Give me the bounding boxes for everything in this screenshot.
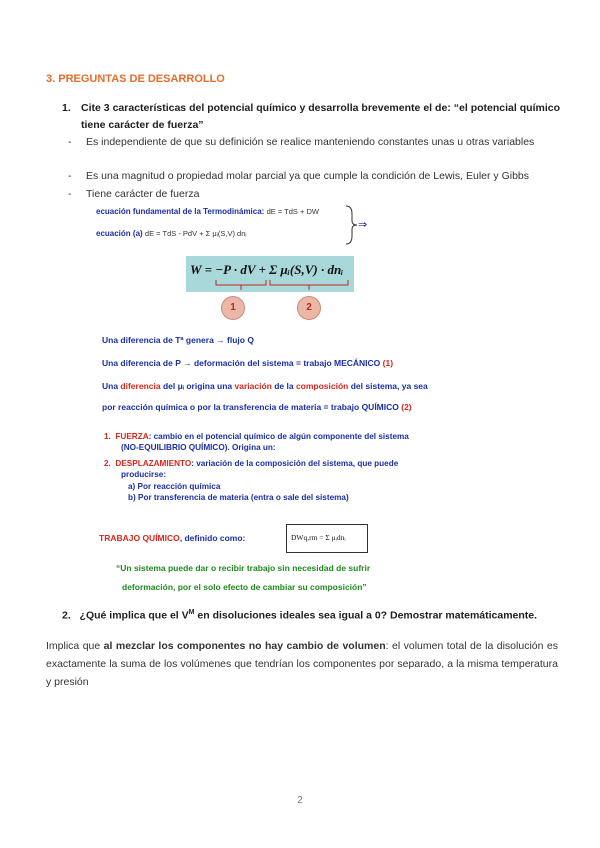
bullet-text: Tiene carácter de fuerza (86, 188, 200, 200)
bullet-item (68, 186, 558, 203)
bullet-item (68, 134, 558, 151)
line3-b: diferencia (120, 381, 161, 391)
question-2-superscript: M (188, 609, 195, 616)
answer-paragraph (46, 637, 558, 691)
answer-prefix: Implica que (46, 640, 104, 652)
question-2-text-a: ¿Qué implica que el V (79, 609, 189, 622)
line3-f: composición (295, 381, 349, 391)
item2-num: 2. (104, 459, 111, 468)
bullet-dash: - (68, 170, 72, 182)
bullet-item (68, 168, 558, 185)
line3-c: del μᵢ origina una (160, 381, 235, 391)
item1-text: : cambio en el potencial químico de algún componente del sistema (148, 432, 409, 441)
list-item-fuerza (104, 431, 409, 442)
line2-ref: (1) (382, 358, 394, 368)
item2-key: DESPLAZAMIENTO (115, 459, 192, 468)
bullet-dash: - (68, 136, 72, 148)
trabajo-formula: DWq,rm = Σ μᵢdnᵢ (291, 533, 346, 542)
eq2-expr: dE = TdS - PdV + Σ μᵢ(S,V) dnᵢ (144, 229, 247, 238)
question-2-number: 2. (62, 609, 71, 622)
line2-text: Una diferencia de P → deformación del sistema = trabajo MECÁNICO (102, 358, 383, 368)
eq1-label: ecuación fundamental de la Termodinámica: (96, 207, 265, 216)
list-item-desplazamiento (104, 458, 398, 469)
trabajo-formula-box (286, 524, 368, 553)
item1-num: 1. (104, 432, 111, 441)
heat-flow-line: Una diferencia de Tª genera → flujo Q (102, 335, 254, 345)
section-title: 3. PREGUNTAS DE DESARROLLO (46, 73, 225, 85)
equation-a (96, 229, 247, 238)
line3-g: del sistema, ya sea (348, 381, 428, 391)
question-2-text-b: en disoluciones ideales sea igual a 0? Demostrar matemáticamente. (194, 609, 538, 622)
term-2-badge: 2 (297, 296, 321, 320)
list-item-fuerza-cont: (NO-EQUILIBRIO QUÍMICO). Origina un: (121, 443, 276, 452)
line3-a: Una (102, 381, 121, 391)
question-1 (62, 100, 560, 134)
bullet-text: Es independiente de que su definición se realice manteniendo constantes unas u otras variables (86, 136, 535, 148)
bullet-text: Es una magnitud o propiedad molar parcial ya que cumple la condición de Lewis, Euler y Gibbs (86, 170, 529, 182)
item2-text: : variación de la composición del sistema, que puede (191, 459, 399, 468)
underbrace-lines (200, 278, 360, 298)
answer-rest: : el volumen total de la disolución es exactamente la suma de los volúmenes que tendrían los componentes por separado, a la misma temperatura y presión (46, 640, 558, 688)
composition-line (102, 381, 428, 391)
sub-item-a: a) Por reacción química (128, 482, 221, 491)
line3-d: variación (234, 381, 272, 391)
line4-text: por reacción química o por la transferencia de materia = trabajo QUÍMICO (102, 402, 402, 412)
list-item-desplazamiento-cont: producirse: (121, 470, 167, 479)
sub-item-b: b) Por transferencia de materia (entra o sale del sistema) (128, 493, 349, 502)
trabajo-text: , definido como: (179, 533, 246, 543)
line3-e: de la (271, 381, 296, 391)
answer-bold: al mezclar los componentes no hay cambio de volumen (103, 640, 386, 652)
mechanical-work-line (102, 358, 393, 368)
eq2-label: ecuación (a) (96, 229, 143, 238)
line4-ref: (2) (401, 402, 412, 412)
question-1-text: Cite 3 características del potencial químico y desarrolla brevemente el de: “el potencial químico tiene carácter de fuerza” (81, 102, 560, 131)
fundamental-equation (96, 207, 319, 216)
implies-arrow: ⇒ (358, 219, 368, 231)
work-formula: W = −P · dV + Σ μᵢ(S,V) · dnᵢ (190, 262, 344, 277)
brace-icon (342, 204, 372, 246)
page-number: 2 (297, 795, 303, 806)
bullet-dash: - (68, 188, 72, 200)
question-1-number: 1. (62, 102, 71, 114)
eq1-expr: dE = TdS + DW (266, 207, 319, 216)
trabajo-key: TRABAJO QUÍMICO (99, 533, 180, 543)
term-1-badge: 1 (221, 296, 245, 320)
chemical-work-line (102, 402, 412, 412)
item1-key: FUERZA (115, 432, 149, 441)
quote-line-2: deformación, por el solo efecto de cambiar su composición” (122, 582, 367, 592)
trabajo-quimico-line (99, 533, 245, 543)
question-2 (62, 609, 537, 622)
quote-line-1: “Un sistema puede dar o recibir trabajo sin necesidad de sufrir (116, 563, 371, 573)
